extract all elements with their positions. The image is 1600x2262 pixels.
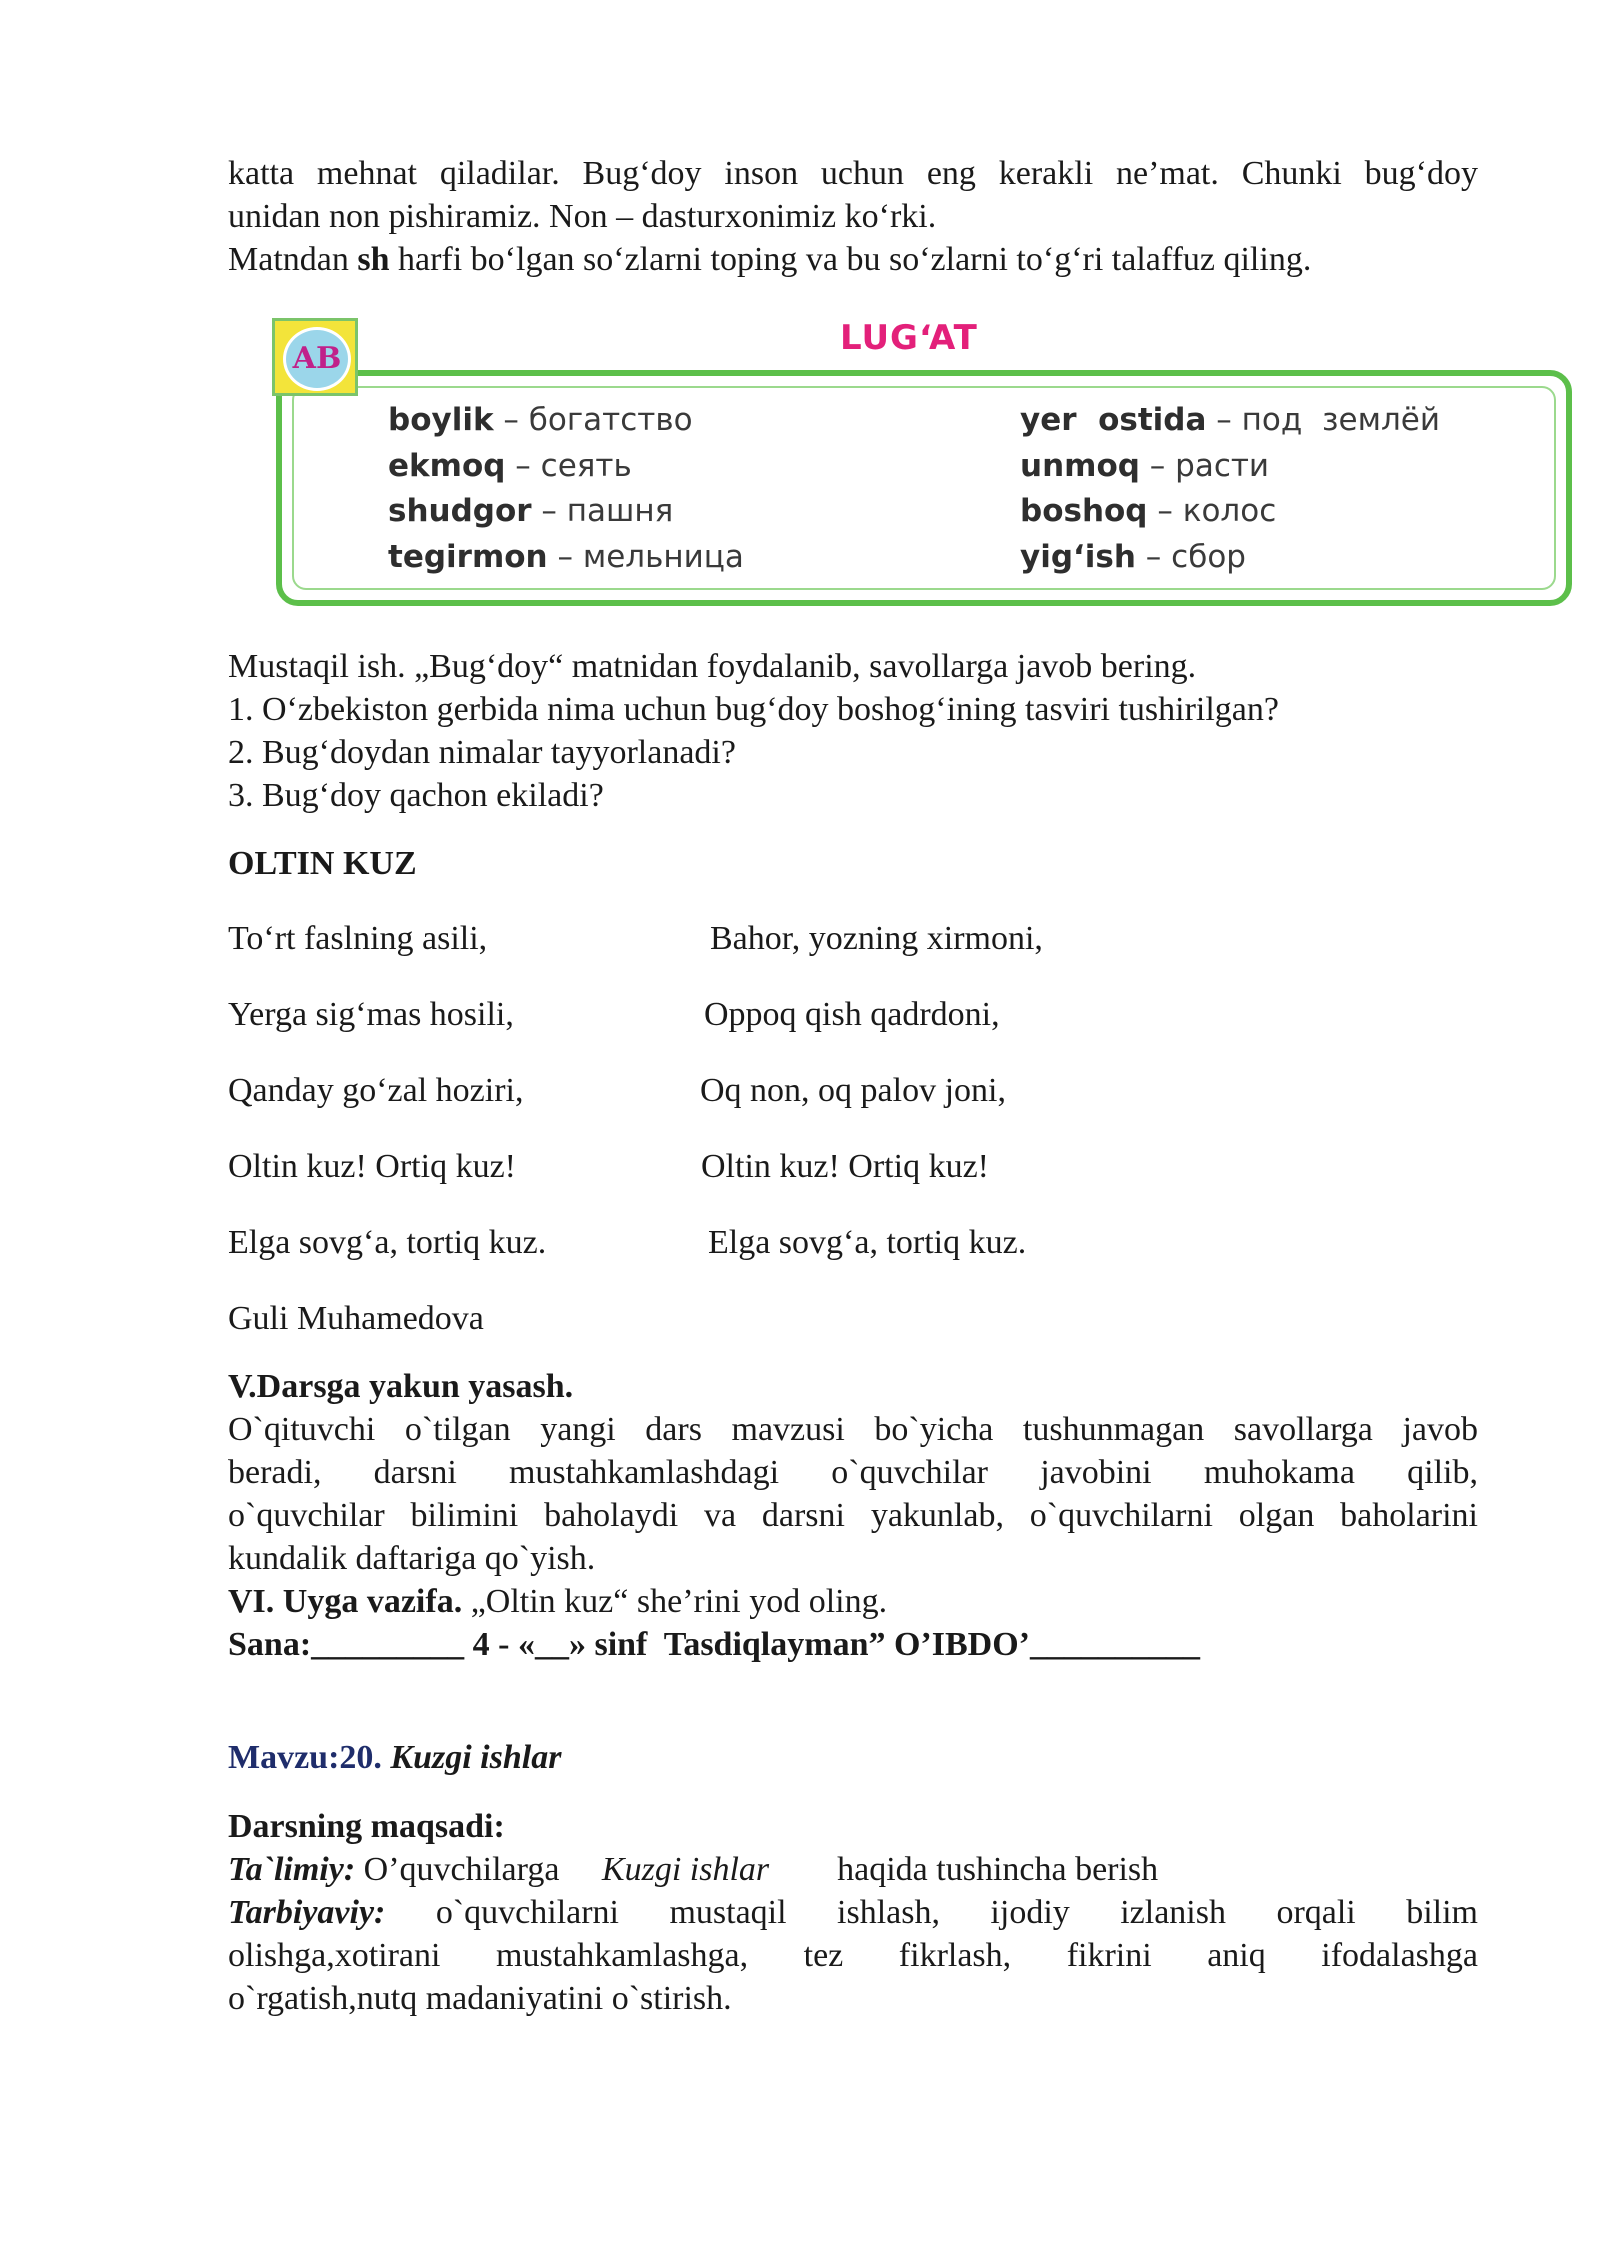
poem-line-left: Yerga sig‘mas hosili, (228, 996, 514, 1033)
vocab-entry: boylik – богатство (388, 402, 693, 438)
intro-task: Matndan sh harfi bo‘lgan so‘zlarni toping va bu so‘zlarni to‘g‘ri talaffuz qiling. (228, 241, 1312, 278)
talimiy-label: Ta`limiy: (228, 1851, 356, 1888)
poem-row (228, 1069, 1478, 1145)
section-5-line: kundalik daftariga qo`yish. (228, 1540, 596, 1577)
intro-block (228, 152, 1478, 281)
vocab-entry: shudgor – пашня (388, 493, 674, 529)
ab-badge-label: AB (283, 327, 351, 391)
poem-row (228, 1221, 1478, 1297)
question-1: 1. O‘zbekiston gerbida nima uchun bug‘doy boshog‘ining tasviri tushirilgan? (228, 691, 1279, 728)
poem-line-right: Bahor, yozning xirmoni, (710, 920, 1043, 957)
vocabulary-title: LUG‘AT (840, 318, 978, 358)
poem (228, 917, 1478, 1365)
poem-row (228, 993, 1478, 1069)
vocabulary-left-column (388, 398, 744, 580)
tarbiyaviy-line-3: o`rgatish,nutq madaniyatini o`stirish. (228, 1980, 732, 2017)
poem-line-left: Elga sovg‘a, tortiq kuz. (228, 1224, 547, 1261)
talimiy-topic: Kuzgi ishlar (601, 1851, 770, 1888)
ab-book-icon (272, 318, 358, 396)
vocabulary-box (272, 318, 1578, 612)
homework-line: VI. Uyga vazifa. „Oltin kuz“ she’rini yod oling. (228, 1583, 888, 1620)
tarbiyaviy-line-1: Tarbiyaviy: o`quvchilarni mustaqil ishlash, ijodiy izlanish orqali bilim (228, 1894, 1478, 1931)
topic-label: Mavzu:20. (228, 1739, 391, 1776)
tarbiyaviy-line-2: olishga,xotirani mustahkamlashga, tez fikrlash, fikrini aniq ifodalashga (228, 1937, 1478, 1974)
poem-author: Guli Muhamedova (228, 1300, 484, 1337)
poem-line-left: Qanday go‘zal hoziri, (228, 1072, 524, 1109)
goals-heading: Darsning maqsadi: (228, 1808, 505, 1845)
vocab-entry: yer ostida – под землёй (1020, 402, 1440, 438)
task-letter: sh (357, 241, 390, 278)
question-2: 2. Bug‘doydan nimalar tayyorlanadi? (228, 734, 736, 771)
vocabulary-right-column (1020, 398, 1440, 580)
intro-line-1: katta mehnat qiladilar. Bug‘doy inson uchun eng kerakli ne’mat. Chunki bug‘doy (228, 155, 1478, 192)
section-5-line: O`qituvchi o`tilgan yangi dars mavzusi bo`yicha tushunmagan savollarga javob (228, 1411, 1478, 1448)
question-3: 3. Bug‘doy qachon ekiladi? (228, 777, 604, 814)
vocab-entry: unmoq – расти (1020, 447, 1270, 484)
poem-line-right: Oltin kuz! Ortiq kuz! (701, 1148, 989, 1185)
date-line (228, 1623, 1478, 1666)
vocab-entry: boshoq – колос (1020, 493, 1277, 529)
poem-title: OLTIN KUZ (228, 845, 417, 882)
approval-blank: __________ (1030, 1626, 1200, 1663)
poem-line-right: Elga sovg‘a, tortiq kuz. (708, 1224, 1027, 1261)
talimiy-line: Ta`limiy: O’quvchilarga Kuzgi ishlar haqida tushincha berish (228, 1851, 1159, 1888)
poem-line-left: Oltin kuz! Ortiq kuz! (228, 1148, 516, 1185)
poem-line-right: Oq non, oq palov joni, (700, 1072, 1006, 1109)
vocab-entry: ekmoq – сеять (388, 447, 632, 484)
section-5-line: o`quvchilar bilimini baholaydi va darsni yakunlab, o`quvchilarni olgan baholarini (228, 1497, 1478, 1534)
mustaqil-intro: Mustaqil ish. „Bug‘doy“ matnidan foydalanib, savollarga javob bering. (228, 648, 1197, 685)
homework-heading: VI. Uyga vazifa. (228, 1583, 463, 1620)
date-blank: _________ (311, 1626, 465, 1663)
topic-line (228, 1736, 1478, 1779)
lesson-body (228, 645, 1478, 2020)
poem-row (228, 917, 1478, 993)
poem-line-left: To‘rt faslning asili, (228, 920, 488, 957)
section-5-line: beradi, darsni mustahkamlashdagi o`quvchilar javobini muhokama qilib, (228, 1454, 1478, 1491)
poem-line-right: Oppoq qish qadrdoni, (704, 996, 1000, 1033)
intro-line-2: unidan non pishiramiz. Non – dasturxonimiz ko‘rki. (228, 198, 937, 235)
vocab-entry: yig‘ish – сбор (1020, 538, 1246, 575)
date-label: Sana: (228, 1626, 312, 1663)
poem-author-row (228, 1297, 1478, 1365)
topic-title: Kuzgi ishlar (390, 1739, 562, 1776)
tarbiyaviy-label: Tarbiyaviy: (228, 1894, 386, 1931)
vocab-entry: tegirmon – мельница (388, 538, 744, 575)
class-approval: 4 - «__» sinf Tasdiqlayman” O’IBDO’ (464, 1626, 1030, 1663)
section-5-heading: V.Darsga yakun yasash. (228, 1368, 574, 1405)
poem-row (228, 1145, 1478, 1221)
